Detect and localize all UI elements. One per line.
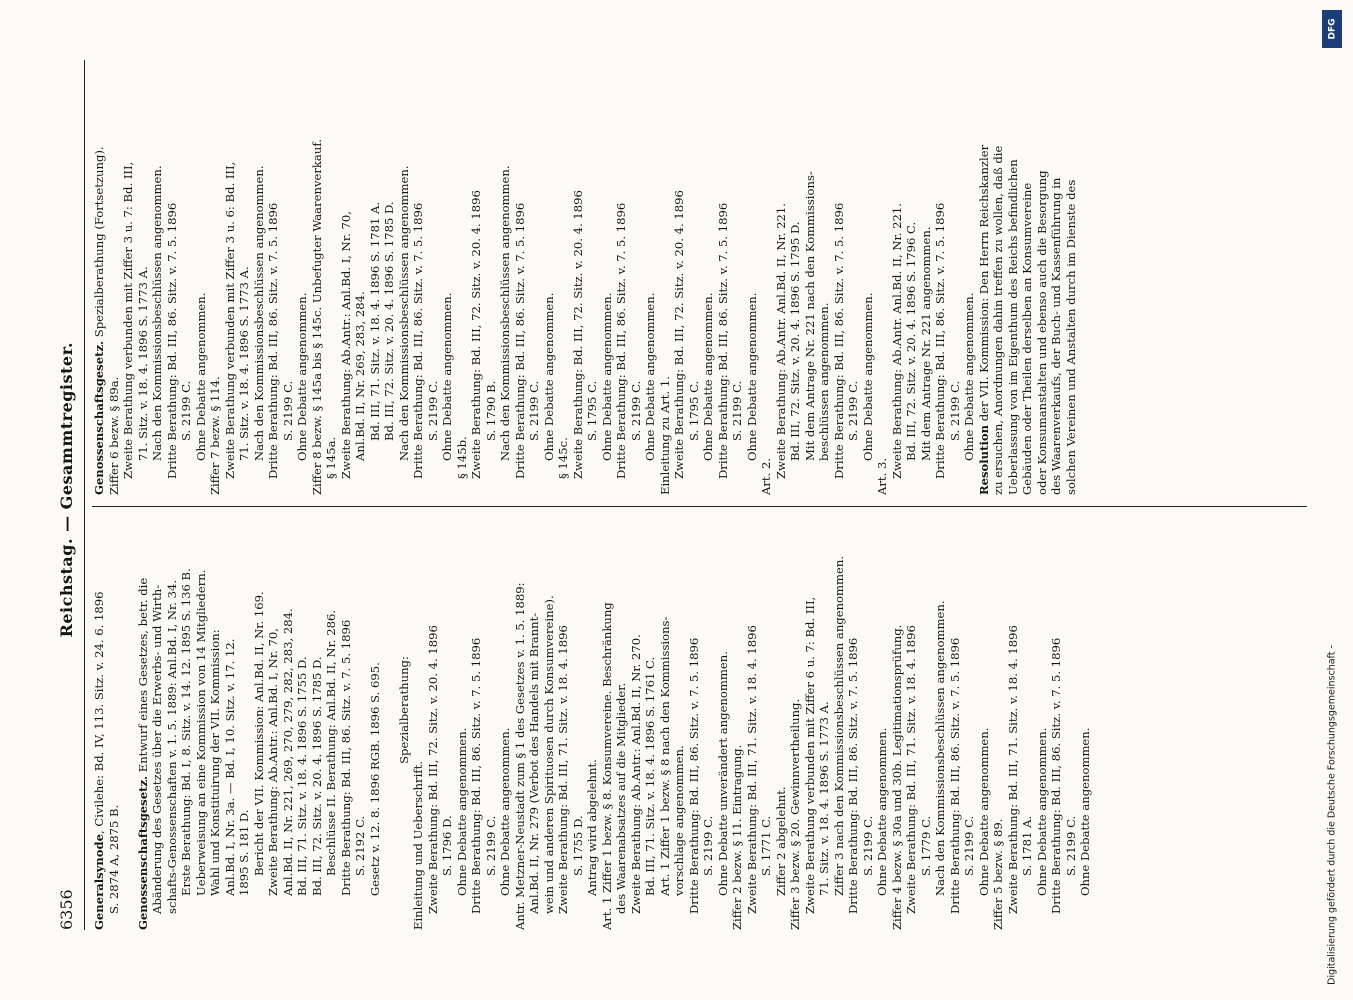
index-line: Zweite Berathung: Bd. III, 71. Sitz. v. 18. 4. 1896: [1005, 625, 1020, 914]
index-line: S. 2199 C.: [846, 380, 860, 441]
index-line: Ohne Debatte angenommen.: [701, 292, 715, 461]
index-line: Zweite Berathung: Bd. III, 72. Sitz. v. 20. 4. 1896: [672, 190, 686, 479]
index-line: Ohne Debatte angenommen.: [643, 292, 657, 461]
index-line: Zweite Berathung: Ab.Antr. Anl.Bd. II, Nr. 221.: [773, 203, 788, 479]
index-line: Ohne Debatte angenommen.: [440, 292, 454, 461]
index-line: 71. Sitz. v. 18. 4. 1896 S. 1773 A.: [135, 266, 150, 461]
index-line: S. 2199 C.: [179, 380, 193, 441]
index-line: S. 1771 C.: [759, 815, 773, 876]
index-line: Genossenschaftsgesetz. Spezialberathung (Fortsetzung).: [92, 146, 106, 495]
index-line: Ohne Debatte angenommen.: [976, 727, 991, 896]
index-line: Zweite Berathung verbunden mit Ziffer 3 u. 6: Bd. III,: [222, 161, 237, 479]
index-line: Mit dem Antrage Nr. 221 angenommen.: [918, 226, 933, 461]
index-line: Anl.Bd. II, Nr. 279 (Verbot des Handels mit Brannt-: [527, 612, 541, 914]
index-line: Bd. III, 72. Sitz. v. 20. 4. 1896 S. 1785 D.: [309, 656, 324, 896]
index-line: 71. Sitz. v. 18. 4. 1896 S. 1773 A.: [817, 701, 831, 896]
index-line: Dritte Berathung: Bd. III, 86. Sitz. v. 7. 5. 1896: [614, 202, 628, 479]
index-line: Art. 1 Ziffer 1 bezw. § 8 nach den Kommissions-: [657, 616, 672, 896]
index-line: Anl.Bd. II, Nr. 269, 283, 284.: [353, 291, 367, 461]
index-line: solchen Vereinen und Anstalten durch im Dienste des: [1063, 179, 1078, 495]
index-line: Ohne Debatte angenommen.: [193, 292, 208, 461]
index-line: S. 1781 A.: [1020, 815, 1034, 876]
dfg-logo: [1322, 10, 1342, 48]
index-line: Dritte Berathung: Bd. III, 86. Sitz. v. 7. 5. 1896: [266, 202, 280, 479]
index-line: Dritte Berathung: Bd. III, 86. Sitz. v. 7. 5. 1896: [947, 637, 962, 914]
index-line: Ohne Debatte angenommen.: [962, 292, 976, 461]
index-line: Zweite Berathung verbunden mit Ziffer 6 u. 7: Bd. III,: [802, 596, 817, 914]
index-line: Spezialberathung:: [396, 656, 411, 764]
index-line: Dritte Berathung: Bd. III, 86. Sitz. v. 7. 5. 1896: [338, 619, 353, 896]
index-line: Nach den Kommissionsbeschlüssen angenommen.: [933, 600, 947, 896]
index-line: Ohne Debatte angenommen.: [295, 292, 309, 461]
index-line: S. 1795 C.: [585, 380, 599, 441]
page-number: 6356: [56, 889, 76, 930]
index-line: Nach den Kommissionsbeschlüssen angenommen.: [251, 165, 266, 461]
index-line: Zweite Berathung: Ab.Antr.: Anl.Bd. II, Nr. 270.: [628, 634, 643, 914]
index-line: Dritte Berathung: Bd. III, 86. Sitz. v. 7. 5. 1896: [933, 202, 947, 479]
index-line: S. 2199 C.: [860, 815, 875, 876]
index-line: wein und anderen Spirituosen durch Konsumvereine).: [541, 595, 556, 914]
dfg-logo-text: DFG: [1327, 18, 1338, 40]
index-line: S. 2199 C.: [628, 380, 643, 441]
index-line: S. 2199 C.: [730, 380, 744, 441]
index-line: Ohne Debatte angenommen.: [860, 292, 875, 461]
index-line: Bd. III, 72. Sitz. v. 20. 4. 1896 S. 1796 C.: [904, 221, 918, 461]
index-line: S. 1796 D.: [440, 815, 454, 876]
index-line: 1895 S. 181 D.: [237, 809, 251, 896]
index-line: § 145c.: [556, 437, 570, 479]
index-line: Ohne Debatte angenommen.: [541, 292, 556, 461]
index-line: 71. Sitz. v. 18. 4. 1896 S. 1773 A.: [237, 266, 251, 461]
index-line: Ohne Debatte angenommen.: [744, 292, 759, 461]
index-line: Bd. III, 71. Sitz. v. 18. 4. 1896 S. 1761 C.: [643, 656, 657, 896]
index-line: Dritte Berathung: Bd. III, 86. Sitz. v. 7. 5. 1896: [411, 202, 425, 479]
index-line: Anl.Bd. II, Nr. 221, 269, 270, 279, 282, 283, 284.: [280, 608, 295, 896]
index-line: Zweite Berathung verbunden mit Ziffer 3 u. 7: Bd. III,: [121, 161, 135, 479]
index-line: S. 2874 A, 2875 B.: [106, 804, 121, 914]
index-line: [382, 490, 397, 930]
index-line: S. 2192 C.: [353, 815, 367, 876]
index-line: S. 2199 C.: [1063, 815, 1078, 876]
digitization-text: Digitalisierung gefördert durch die Deutsche Forschungsgemeinschaft -: [1326, 645, 1338, 985]
index-line: Dritte Berathung: Bd. III, 86. Sitz. v. 7. 5. 1896: [512, 202, 527, 479]
index-line: Ohne Debatte angenommen.: [599, 292, 614, 461]
index-line: Erste Berathung: Bd. I, 8. Sitz. v. 14. 12. 1895 S. 136 B.: [179, 568, 193, 896]
index-line: Bd. III, 71. Sitz. v. 18. 4. 1896 S. 1755 D.: [295, 656, 309, 896]
page-header: [52, 60, 80, 930]
index-line: Ziffer 8 bezw. § 145a bis § 145c. Unbefugter Waarenverkauf.: [309, 139, 324, 495]
index-line: S. 1795 C.: [686, 380, 701, 441]
index-line: Ohne Debatte angenommen.: [454, 727, 469, 896]
index-line: Einleitung zu Art. 1.: [657, 376, 672, 495]
index-line: Resolution der VII. Kommission: Den Herrn Reichskanzler: [976, 144, 991, 495]
index-line: S. 2199 C.: [425, 380, 440, 441]
index-line: Antr. Metzner-Neustadt zum § 1 des Gesetzes v. 1. 5. 1889:: [512, 582, 527, 930]
index-line: Dritte Berathung: Bd. III, 86. Sitz. v. 7. 5. 1896: [1049, 637, 1063, 914]
index-line: S. 1790 B.: [483, 380, 498, 441]
index-line: Einleitung und Ueberschrift.: [411, 761, 425, 930]
index-line: Ziffer 3 nach den Kommissionsbeschlüssen angenommen.: [831, 555, 846, 896]
right-column: [92, 55, 1312, 495]
index-line: des Waarenverkaufs, der Buch- und Kassenführung in: [1049, 177, 1063, 495]
index-line: Zweite Berathung: Ab.Antr.: Anl.Bd. I, Nr. 70,: [266, 628, 280, 896]
index-line: oder Konsumanstalten und ebenso auch die Besorgung: [1034, 170, 1049, 495]
index-line: § 145a.: [324, 436, 338, 479]
index-line: Nach den Kommissionsbeschlüssen angenommen.: [396, 165, 411, 461]
index-line: [121, 490, 136, 930]
index-line: Bd. III, 72. Sitz. v. 20. 4. 1896 S. 1785 D.: [382, 201, 396, 441]
index-line: Dritte Berathung: Bd. III, 86. Sitz. v. 7. 5. 1896: [469, 637, 483, 914]
index-line: Abänderung des Gesetzes über die Erwerbs- und Wirth-: [150, 584, 164, 914]
index-line: Ziffer 3 bezw. § 20. Gewinnvertheilung.: [788, 698, 802, 930]
index-line: Gesetz v. 12. 8. 1896 RGB. 1896 S. 695.: [367, 662, 382, 896]
index-line: Dritte Berathung: Bd. III, 86. Sitz. v. 7. 5. 1896: [686, 637, 701, 914]
index-line: Dritte Berathung: Bd. III, 86. Sitz. v. 7. 5. 1896: [164, 202, 179, 479]
index-line: Ziffer 2 bezw. § 11. Eintragung.: [730, 744, 744, 930]
index-line: Ohne Debatte angenommen.: [875, 727, 889, 896]
index-line: Nach den Kommissionsbeschlüssen angenommen.: [150, 165, 164, 461]
running-title: Reichstag. — Gesammtregister.: [56, 341, 76, 638]
index-line: Ziffer 5 bezw. § 89.: [991, 818, 1005, 930]
index-line: Zweite Berathung: Ab.Antr. Anl.Bd. II, Nr. 221.: [889, 203, 904, 479]
index-line: Antrag wird abgelehnt.: [585, 759, 599, 896]
index-line: Ueberlassung von im Eigenthum des Reichs befindlichen: [1005, 159, 1020, 495]
index-line: Wahl und Konstituirung der VII. Kommission:: [208, 629, 222, 896]
index-line: zu ersuchen, Anordnungen dahin treffen zu wollen, daß die: [991, 145, 1005, 495]
index-line: Art. 3.: [875, 457, 889, 495]
index-line: des Waarenabsatzes auf die Mitglieder.: [614, 682, 628, 914]
index-line: Zweite Berathung: Bd. III, 71. Sitz. v. 18. 4. 1896: [744, 625, 759, 914]
index-line: S. 2199 C.: [947, 380, 962, 441]
index-line: Ziffer 2 abgelehnt.: [773, 786, 788, 896]
index-line: Ohne Debatte unverändert angenommen.: [715, 651, 730, 896]
column-divider: [92, 506, 1307, 507]
index-line: S. 2199 C.: [962, 815, 976, 876]
header-rule: [84, 60, 85, 930]
index-line: Genossenschaftsgesetz. Entwurf eines Gesetzes, betr. die: [135, 577, 150, 930]
index-line: Ohne Debatte angenommen.: [1078, 727, 1092, 896]
index-line: S. 1755 D.: [570, 815, 585, 876]
index-line: Dritte Berathung: Bd. III, 86. Sitz. v. 7. 5. 1896: [846, 637, 860, 914]
index-line: Zweite Berathung: Bd. III, 71. Sitz. v. 18. 4. 1896: [904, 625, 918, 914]
index-line: Dritte Berathung: Bd. III, 86. Sitz. v. 7. 5. 1896: [715, 202, 730, 479]
index-line: Zweite Berathung: Bd. III, 72. Sitz. v. 20. 4. 1896: [570, 190, 585, 479]
index-line: beschlüssen angenommen.: [817, 302, 831, 461]
index-line: Beschlüsse II. Berathung: Anl.Bd. II, Nr. 286.: [324, 609, 338, 876]
index-line: Gebäuden oder Theilen derselben an Konsumvereine: [1020, 182, 1034, 495]
index-line: § 145b.: [454, 436, 469, 479]
index-line: Ziffer 7 bezw. § 114.: [208, 376, 222, 495]
index-line: Nach den Kommissionsbeschlüssen angenommen.: [498, 165, 512, 461]
index-line: S. 2199 C.: [701, 815, 715, 876]
index-line: schafts-Genossenschaften v. 1. 5. 1889: Anl.Bd. I, Nr. 34.: [164, 579, 179, 914]
index-line: Art. 1 Ziffer 1 bezw. § 8. Konsumvereine. Beschränkung: [599, 602, 614, 930]
index-line: S. 2199 C.: [527, 380, 541, 441]
index-line: Mit dem Antrage Nr. 221 nach den Kommissions-: [802, 171, 817, 461]
index-line: Ziffer 4 bezw. § 30a und 30b. Legitimationsprüfung.: [889, 624, 904, 930]
index-line: Dritte Berathung: Bd. III, 86. Sitz. v. 7. 5. 1896: [831, 202, 846, 479]
index-line: Art. 2.: [759, 457, 773, 495]
index-line: Zweite Berathung: Ab.Antr.: Anl.Bd. I, Nr. 70,: [338, 211, 353, 479]
index-line: S. 1779 C.: [918, 815, 933, 876]
index-line: Ohne Debatte angenommen.: [498, 727, 512, 896]
index-line: Zweite Berathung: Bd. III, 72. Sitz. v. 20. 4. 1896: [469, 190, 483, 479]
left-column: [92, 490, 1312, 930]
index-line: Ueberweisung an eine Kommission von 14 Mitgliedern.: [193, 569, 208, 896]
index-line: Anl.Bd. I, Nr. 3a. — Bd. I, 10. Sitz. v. 17. 12.: [222, 638, 237, 896]
index-line: Bd. III, 72. Sitz. v. 20. 4. 1896 S. 1795 D.: [788, 221, 802, 461]
index-line: Ohne Debatte angenommen.: [1034, 727, 1049, 896]
index-line: Zweite Berathung: Bd. III, 71. Sitz. v. 18. 4. 1896: [556, 625, 570, 914]
index-line: vorschlage angenommen.: [672, 745, 686, 896]
index-line: Generalsynode, Civilehe: Bd. IV, 113. Sitz. v. 24. 6. 1896: [92, 591, 106, 930]
index-line: S. 2199 C.: [280, 380, 295, 441]
index-line: Zweite Berathung: Bd. III, 72. Sitz. v. 20. 4. 1896: [425, 625, 440, 914]
digitization-note: [1319, 10, 1345, 995]
index-line: Ziffer 6 bezw. § 89a.: [106, 376, 121, 495]
index-line: Bericht der VII. Kommission: Anl.Bd. II, Nr. 169.: [251, 591, 266, 876]
index-line: S. 2199 C.: [483, 815, 498, 876]
index-line: Bd. III, 71. Sitz. v. 18. 4. 1896 S. 1781 A.: [367, 201, 382, 441]
